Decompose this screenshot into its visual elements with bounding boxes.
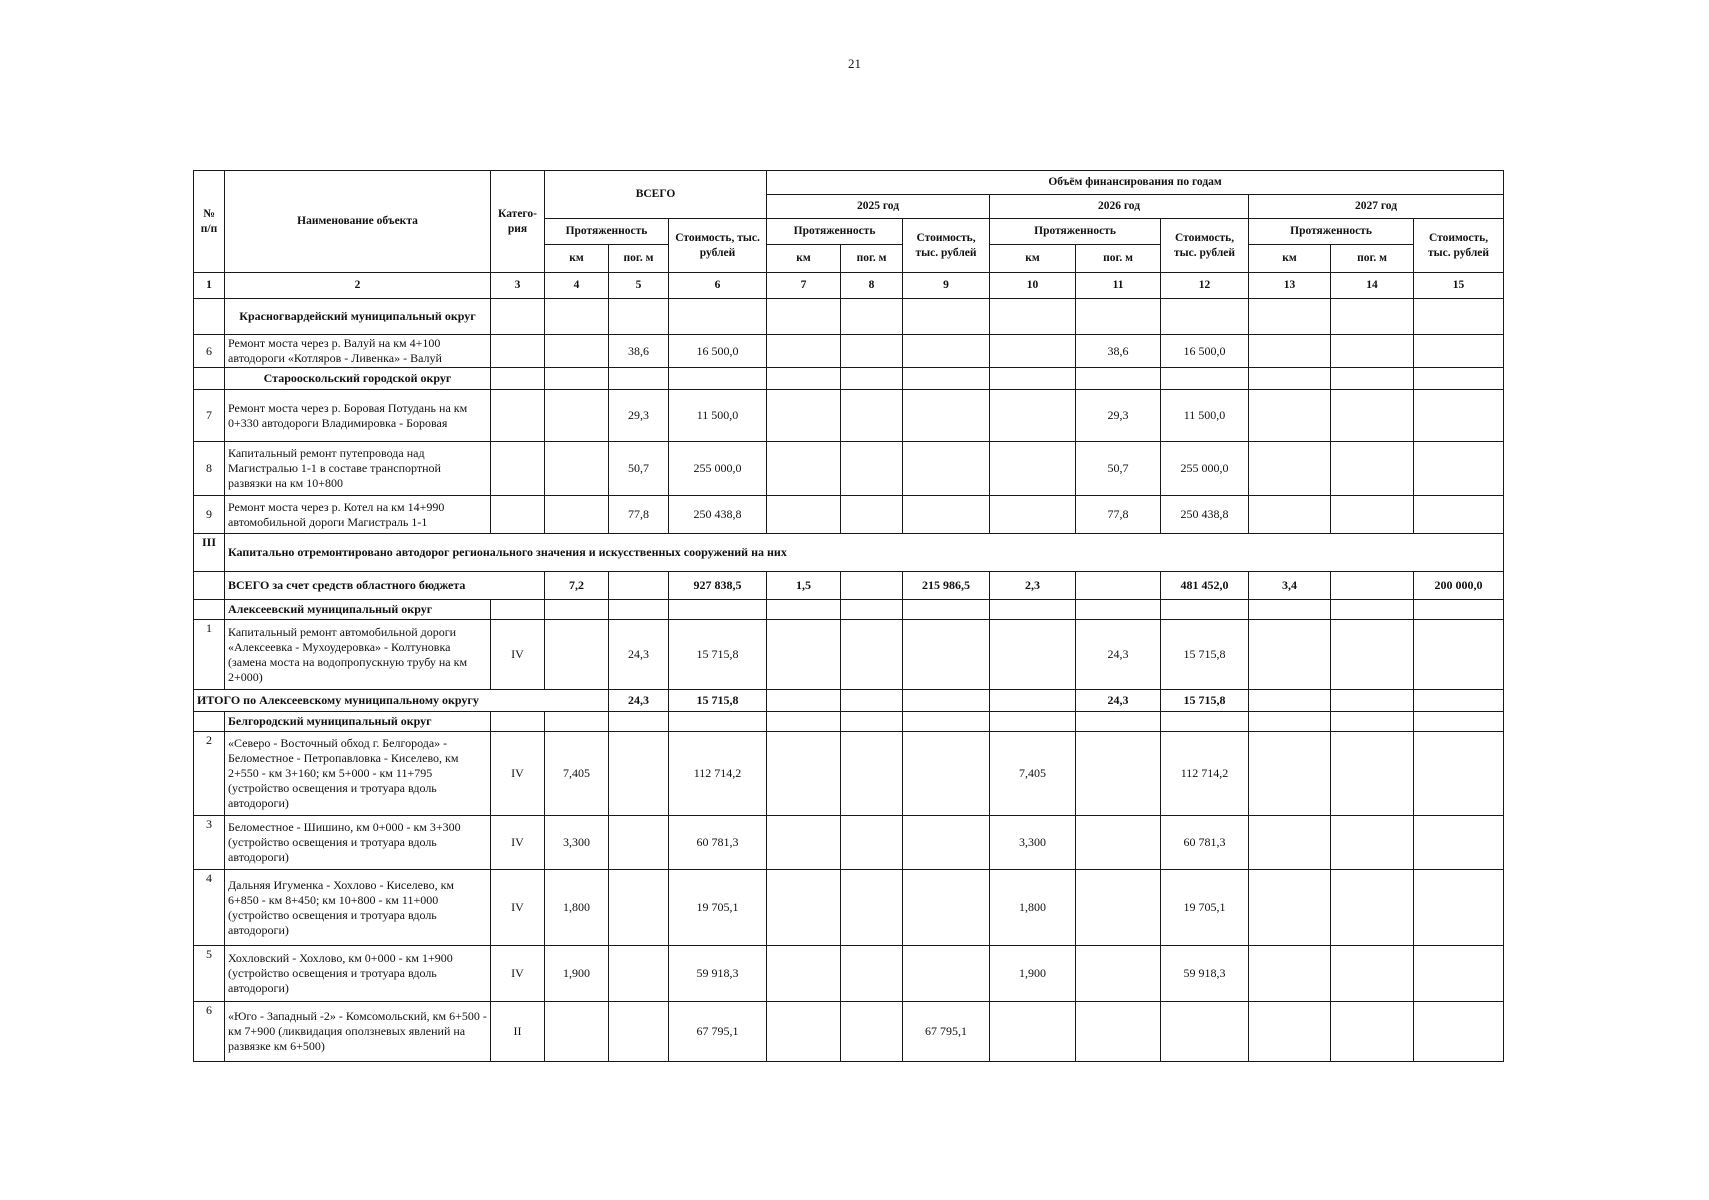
- section-row: [194, 368, 1504, 390]
- header-year-2026: 2026 год: [990, 195, 1249, 219]
- table-row: 9 Ремонт моста через р. Котел на км 14+990 автомобильной дороги Магистраль 1-1 77,8 250 438,8 77,8 250 438,8: [194, 496, 1504, 534]
- subtotal-row: ИТОГО по Алексеевскому муниципальному округу 24,3 15 715,8 24,3 15 715,8: [194, 690, 1504, 712]
- col-number: 13: [1249, 273, 1331, 299]
- col-number: 9: [903, 273, 990, 299]
- header-name: Наименование объекта: [225, 171, 491, 273]
- col-number: 11: [1076, 273, 1161, 299]
- section-row: [194, 600, 1504, 620]
- header-pog-m: пог. м: [1331, 245, 1414, 273]
- col-number: 5: [609, 273, 669, 299]
- col-number: 10: [990, 273, 1076, 299]
- col-number: 7: [767, 273, 841, 299]
- col-number: 6: [669, 273, 767, 299]
- col-number: 8: [841, 273, 903, 299]
- section-title: Белгородский муниципальный округ: [225, 712, 491, 732]
- table-row: 8 Капитальный ремонт путепровода над Магистралью 1-1 в составе транспортной развязки на км 10+800 50,7 255 000,0 50,7 255 000,0: [194, 442, 1504, 496]
- funding-table: [193, 170, 1504, 1062]
- header-length: Протяженность: [1249, 219, 1414, 245]
- header-cost: Стоимость, тыс. рублей: [903, 219, 990, 273]
- header-year-2027: 2027 год: [1249, 195, 1504, 219]
- page-number: 21: [848, 56, 861, 71]
- col-number: 14: [1331, 273, 1414, 299]
- header-pog-m: пог. м: [1076, 245, 1161, 273]
- section-row: [194, 299, 1504, 335]
- header-no: № п/п: [194, 171, 225, 273]
- table-row: 7 Ремонт моста через р. Боровая Потудань на км 0+330 автодороги Владимировка - Боровая 29,3 11 500,0 29,3 11 500,0: [194, 390, 1504, 442]
- header-pog-m: пог. м: [841, 245, 903, 273]
- table-row: 3 Беломестное - Шишино, км 0+000 - км 3+300 (устройство освещения и тротуара вдоль автодороги) IV 3,300 60 781,3 3,300 60 781,3: [194, 816, 1504, 870]
- header-km: км: [767, 245, 841, 273]
- section-title: Алексеевский муниципальный округ: [225, 600, 491, 620]
- section-title: Старооскольский городской округ: [225, 368, 491, 390]
- header-funding-by-years: Объём финансирования по годам: [767, 171, 1504, 195]
- header-km: км: [1249, 245, 1331, 273]
- part-number: III: [194, 534, 225, 572]
- table-row: 6 «Юго - Западный -2» - Комсомольский, км 6+500 - км 7+900 (ликвидация оползневых явлений на развязке км 6+500) II 67 795,1 67 795,1: [194, 1002, 1504, 1062]
- col-number: 15: [1414, 273, 1504, 299]
- header-category: Катего-рия: [491, 171, 545, 273]
- col-number: 2: [225, 273, 491, 299]
- header-pog-m: пог. м: [609, 245, 669, 273]
- header-length: Протяженность: [545, 219, 669, 245]
- header-km: км: [990, 245, 1076, 273]
- table-row: 4 Дальняя Игуменка - Хохлово - Киселево, км 6+850 - км 8+450; км 10+800 - км 11+000 (устройство освещения и тротуара вдоль автодороги) IV 1,800 19 705,1 1,800 19 705,1: [194, 870, 1504, 946]
- section-row: [194, 712, 1504, 732]
- total-row: ВСЕГО за счет средств областного бюджета 7,2 927 838,5 1,5 215 986,5 2,3 481 452,0 3,4 200 000,0: [194, 572, 1504, 600]
- table-row: 2 «Северо - Восточный обход г. Белгорода» - Беломестное - Петропавловка - Киселево, км 2+550 - км 3+160; км 5+000 - км 11+795 (устройство освещения и тротуара вдоль автодороги) IV 7,405 112 714,2 7,405 112 714,2: [194, 732, 1504, 816]
- header-km: км: [545, 245, 609, 273]
- header-cost: Стоимость, тыс. рублей: [1414, 219, 1504, 273]
- header-total: ВСЕГО: [545, 171, 767, 219]
- table-row: 1 Капитальный ремонт автомобильной дороги «Алексеевка - Мухоудеровка» - Колтуновка (замена моста на водопропускную трубу на км 2+000) IV 24,3 15 715,8 24,3 15 715,8: [194, 620, 1504, 690]
- header-cost: Стоимость, тыс. рублей: [1161, 219, 1249, 273]
- col-number: 4: [545, 273, 609, 299]
- col-number: 3: [491, 273, 545, 299]
- part-title: Капитально отремонтировано автодорог регионального значения и искусственных сооружений на них: [225, 534, 1504, 572]
- part-header-row: [194, 534, 1504, 572]
- header-length: Протяженность: [767, 219, 903, 245]
- header-cost: Стоимость, тыс. рублей: [669, 219, 767, 273]
- header-length: Протяженность: [990, 219, 1161, 245]
- section-title: Красногвардейский муниципальный округ: [225, 299, 491, 335]
- table-row: 5 Хохловский - Хохлово, км 0+000 - км 1+900 (устройство освещения и тротуара вдоль автодороги) IV 1,900 59 918,3 1,900 59 918,3: [194, 946, 1504, 1002]
- table-row: 6 Ремонт моста через р. Валуй на км 4+100 автодороги «Котляров - Ливенка» - Валуй 38,6 16 500,0 38,6 16 500,0: [194, 335, 1504, 368]
- col-number: 12: [1161, 273, 1249, 299]
- header-year-2025: 2025 год: [767, 195, 990, 219]
- col-number: 1: [194, 273, 225, 299]
